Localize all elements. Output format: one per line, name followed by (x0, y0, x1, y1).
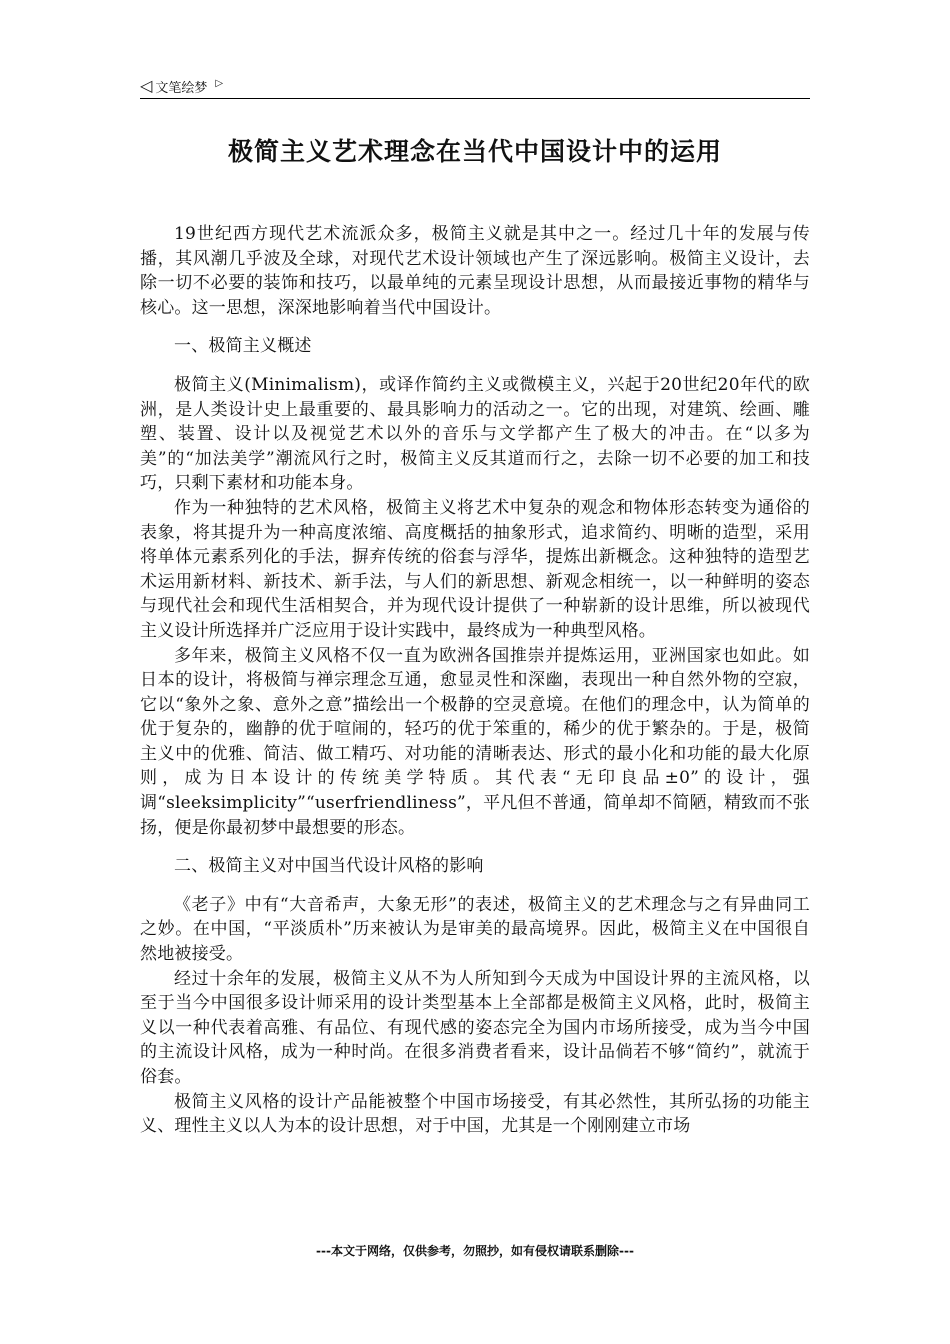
footer-disclaimer: ---本文于网络，仅供参考，勿照抄，如有侵权请联系删除--- (316, 1244, 634, 1258)
paragraph: 《老子》中有“大音希声，大象无形”的表述，极简主义的艺术理念与之有异曲同工之妙。在中国，“平淡质朴”历来被认为是审美的最高境界。因此，极简主义在中国很自然地被接受。 (140, 894, 810, 965)
paragraph: 经过十余年的发展，极简主义从不为人所知到今天成为中国设计界的主流风格，以至于当今中国很多设计师采用的设计类型基本上全部都是极简主义风格，此时，极简主义以一种代表着高雅、有品位、有现代感的姿态完全为国内市场所接受，成为当今中国的主流设计风格，成为一种时尚。在很多消费者看来，设计品倘若不够“简约”，就流于俗套。 (140, 968, 810, 1087)
document-title: 极简主义艺术理念在当代中国设计中的运用 (227, 137, 722, 166)
paragraph: 多年来，极简主义风格不仅一直为欧洲各国推崇并提炼运用，亚洲国家也如此。如日本的设计，将极简与禅宗理念互通，愈显灵性和深幽，表现出一种自然外物的空寂，它以“象外之象、意外之意”描绘出一个极静的空灵意境。在他们的理念中，认为简单的优于复杂的，幽静的优于喧闹的，轻巧的优于笨重的，稀少的优于繁杂的。于是，极简主义中的优雅、简洁、做工精巧、对功能的清晰表达、形式的最小化和功能的最大化原则，成为日本设计的传统美学特质。其代表“无印良品±0”的设计，强调“sleeksimplicity”“userfriendliness”，平凡但不普通，简单却不简陋，精致而不张扬，便是你最初梦中最想要的形态。 (140, 645, 810, 838)
header-label: 文笔绘梦 (155, 80, 208, 96)
paragraph: 极简主义风格的设计产品能被整个中国市场接受，有其必然性，其所弘扬的功能主义、理性主义以人为本的设计思想，对于中国，尤其是一个刚刚建立市场 (140, 1091, 810, 1137)
section-heading-2: 二、极简主义对中国当代设计风格的影响 (174, 856, 484, 877)
triangle-left-icon: ◁ (140, 76, 153, 95)
paragraph: 极简主义(Minimalism)，或译作简约主义或微模主义，兴起于20世纪20年代的欧洲，是人类设计史上最重要的、最具影响力的活动之一。它的出现，对建筑、绘画、雕塑、装置、设计以及视觉艺术以外的音乐与文学都产生了极大的冲击。在“以多为美”的“加法美学”潮流风行之时，极简主义反其道而行之，去除一切不必要的加工和技巧，只剩下素材和功能本身。 (140, 374, 810, 494)
triangle-right-icon: ▷ (215, 77, 224, 89)
page-header (140, 74, 810, 99)
paragraph: 作为一种独特的艺术风格，极简主义将艺术中复杂的观念和物体形态转变为通俗的表象，将其提升为一种高度浓缩、高度概括的抽象形式，追求简约、明晰的造型，采用将单体元素系列化的手法，摒弃传统的俗套与浮华，提炼出新概念。这种独特的造型艺术运用新材料、新技术、新手法，与人们的新思想、新观念相统一，以一种鲜明的姿态与现代社会和现代生活相契合，并为现代设计提供了一种崭新的设计思维，所以被现代主义设计所选择并广泛应用于设计实践中，最终成为一种典型风格。 (140, 497, 810, 641)
document-body (140, 222, 810, 1139)
section-heading-1: 一、极简主义概述 (174, 336, 312, 357)
paragraph-intro: 19世纪西方现代艺术流派众多，极简主义就是其中之一。经过几十年的发展与传播，其风潮几乎波及全球，对现代艺术设计领域也产生了深远影响。极简主义设计，去除一切不必要的装饰和技巧，以最单纯的元素呈现设计思想，从而最接近事物的精华与核心。这一思想，深深地影响着当代中国设计。 (140, 224, 810, 318)
